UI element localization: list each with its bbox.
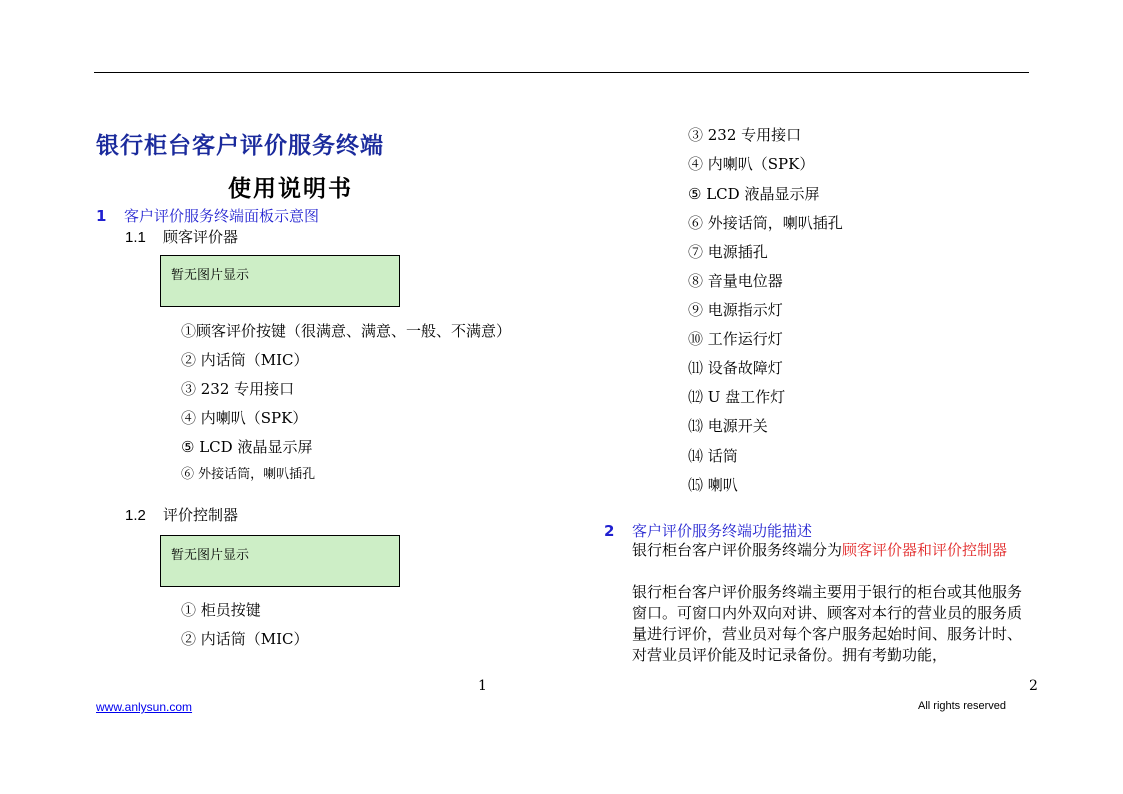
list-item: ⒁ 话筒 xyxy=(688,447,738,465)
footer-website-link[interactable]: www.anlysun.com xyxy=(96,700,193,714)
document-title: 银行柜台客户评价服务终端 xyxy=(96,133,384,159)
list-item: ⒀ 电源开关 xyxy=(688,417,768,435)
section-1-number: 1 xyxy=(96,207,107,225)
subsection-1-1-heading xyxy=(125,226,238,247)
document-subtitle: 使用说明书 xyxy=(228,176,353,202)
list-item: ② 内话筒（MIC） xyxy=(181,351,309,369)
section-1-heading xyxy=(96,205,319,226)
subsection-1-1-number: 1.1 xyxy=(125,229,146,246)
highlighted-text: 顾客评价器和评价控制器 xyxy=(842,541,1008,559)
paragraph-text: 银行柜台客户评价服务终端分为 xyxy=(632,541,843,559)
list-item: ⑥ 外接话筒，喇叭插孔 xyxy=(688,214,843,232)
subsection-1-2-heading xyxy=(125,504,238,525)
list-item: ⒂ 喇叭 xyxy=(688,476,738,494)
section-2-paragraph-2: 银行柜台客户评价服务终端主要用于银行的柜台或其他服务窗口。可窗口内外双向对讲、顾客对本行的营业员的服务质量进行评价，营业员对每个客户服务起始时间、服务计时、对营业员评价能及时记录备份。拥有考勤功能， xyxy=(632,583,1023,664)
section-2-heading xyxy=(604,520,812,541)
list-item: ④ 内喇叭（SPK） xyxy=(181,409,308,427)
subsection-1-1-title: 顾客评价器 xyxy=(163,228,239,246)
header-rule xyxy=(94,72,1029,73)
section-1-title: 客户评价服务终端面板示意图 xyxy=(124,207,320,225)
image-placeholder-evaluator xyxy=(160,255,400,307)
list-item: ⑨ 电源指示灯 xyxy=(688,301,783,319)
list-item: ⑤ LCD 液晶显示屏 xyxy=(688,185,820,203)
list-item: ⑦ 电源插孔 xyxy=(688,243,768,261)
list-item: ⑥ 外接话筒，喇叭插孔 xyxy=(181,467,316,482)
section-2-paragraph-1 xyxy=(632,540,1028,561)
footer-rights-text: All rights reserved xyxy=(918,700,1007,712)
list-item: ④ 内喇叭（SPK） xyxy=(688,155,815,173)
subsection-1-2-title: 评价控制器 xyxy=(163,506,239,524)
list-item: ③ 232 专用接口 xyxy=(181,380,295,398)
section-2-title: 客户评价服务终端功能描述 xyxy=(632,522,813,540)
list-item: ⑤ LCD 液晶显示屏 xyxy=(181,438,313,456)
list-item: ① 柜员按键 xyxy=(181,601,261,619)
list-item: ⑧ 音量电位器 xyxy=(688,272,783,290)
list-item: ⑾ 设备故障灯 xyxy=(688,359,783,377)
image-placeholder-controller xyxy=(160,535,400,587)
subsection-1-2-number: 1.2 xyxy=(125,507,146,524)
list-item: ③ 232 专用接口 xyxy=(688,126,802,144)
image-placeholder-text: 暂无图片显示 xyxy=(171,548,250,563)
page-number-left: 1 xyxy=(478,678,487,694)
list-item: ⑩ 工作运行灯 xyxy=(688,330,783,348)
list-item: ①顾客评价按键（很满意、满意、一般、不满意） xyxy=(181,322,512,340)
section-2-number: 2 xyxy=(604,522,615,540)
list-item: ⑿ U 盘工作灯 xyxy=(688,388,786,406)
image-placeholder-text: 暂无图片显示 xyxy=(171,268,250,283)
page-number-right: 2 xyxy=(1029,678,1038,694)
list-item: ② 内话筒（MIC） xyxy=(181,630,309,648)
